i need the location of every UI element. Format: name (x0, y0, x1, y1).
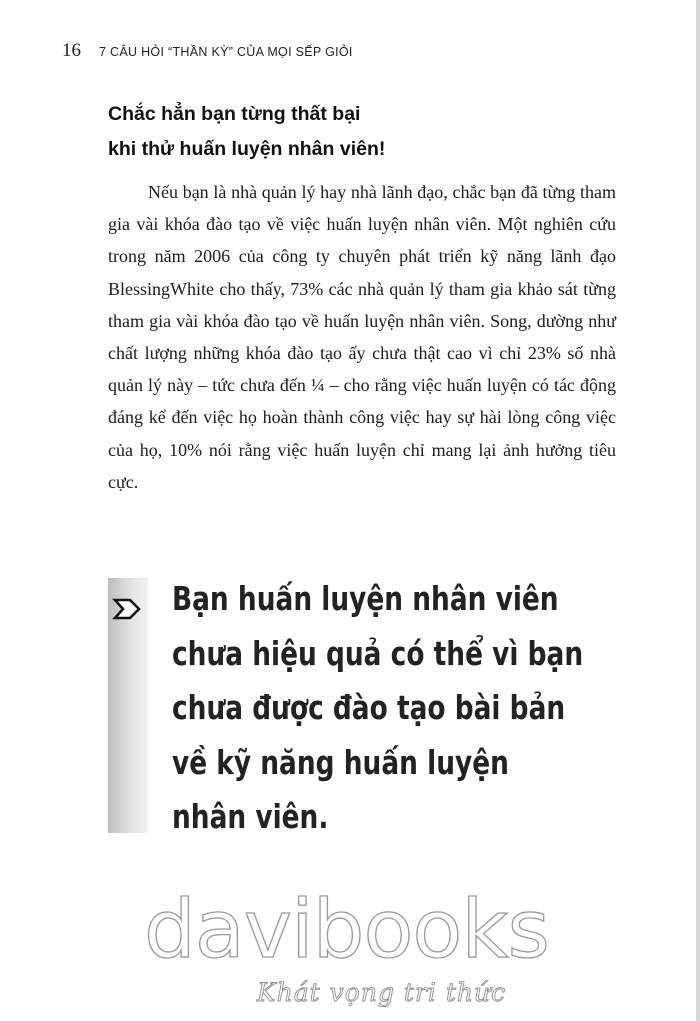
callout-quote (172, 572, 584, 845)
section-heading (108, 97, 648, 167)
watermark-tagline: Khát vọng tri thức (257, 978, 507, 1007)
callout-line: chưa được đào tạo bài bản (172, 688, 566, 727)
callout-line: nhân viên. (172, 797, 329, 836)
body-paragraph: Nếu bạn là nhà quản lý hay nhà lãnh đạo, chắc bạn đã từng tham gia vài khóa đào tạo về việc huấn luyện nhân viên. Một nghiên cứu trong năm 2006 của công ty chuyên phát triển kỹ năng lãnh đạo BlessingWhite cho thấy, 73% các nhà quản lý tham gia khảo sát từng tham gia vài khóa đào tạo về huấn luyện nhân viên. Song, dường như chất lượng những khóa đào tạo ấy chưa thật cao vì chỉ 23% số nhà quản lý này – tức chưa đến ¼ – cho rằng việc huấn luyện có tác động đáng kể đến việc họ hoàn thành công việc hay sự hài lòng công việc của họ, 10% nói rằng việc huấn luyện chỉ mang lại ảnh hưởng tiêu cực. (108, 182, 616, 492)
watermark-logo: davibooks (144, 883, 550, 976)
running-title: 7 CÂU HỎI “THẦN KỲ” CỦA MỌI SẾP GIỎI (99, 45, 353, 59)
section-heading-line: Chắc hẳn bạn từng thất bại (108, 103, 361, 125)
running-header (62, 40, 353, 62)
chevron-right-icon (112, 597, 142, 621)
callout-line: Bạn huấn luyện nhân viên (172, 579, 559, 618)
page-edge-shadow (696, 0, 700, 1021)
page-number: 16 (62, 40, 81, 61)
section-heading-line: khi thử huấn luyện nhân viên! (108, 138, 386, 160)
callout-line: chưa hiệu quả có thể vì bạn (172, 633, 584, 673)
callout-line: về kỹ năng huấn luyện (172, 742, 509, 782)
